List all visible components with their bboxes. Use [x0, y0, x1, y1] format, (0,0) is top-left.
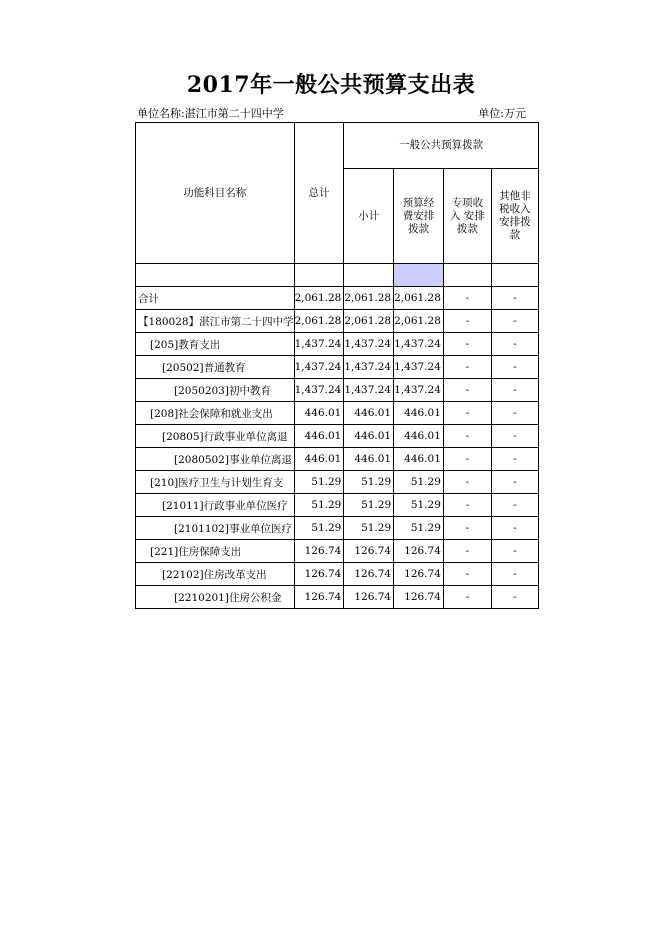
row-other-cell[interactable]: - — [491, 517, 538, 540]
row-budget-cell[interactable]: 51.29 — [394, 517, 444, 540]
blank-cell[interactable] — [136, 264, 295, 287]
row-subtotal-cell[interactable]: 126.74 — [344, 540, 394, 563]
table-row — [136, 310, 539, 333]
row-other-cell[interactable]: - — [491, 586, 538, 609]
row-subtotal-cell[interactable]: 1,437.24 — [344, 379, 394, 402]
row-name-cell[interactable]: [2080502]事业单位离退 — [136, 448, 295, 471]
budget-table — [135, 122, 539, 609]
header-special: 专项收入 安排拨款 — [443, 169, 491, 264]
row-total-cell[interactable]: 126.74 — [294, 540, 344, 563]
row-total-cell[interactable]: 51.29 — [294, 494, 344, 517]
row-subtotal-cell[interactable]: 1,437.24 — [344, 333, 394, 356]
row-name-cell[interactable]: 【180028】湛江市第二十四中学 — [136, 310, 295, 333]
row-budget-cell[interactable]: 126.74 — [394, 540, 444, 563]
row-special-cell[interactable]: - — [443, 540, 491, 563]
row-total-cell[interactable]: 51.29 — [294, 517, 344, 540]
row-name-cell[interactable]: [205]教育支出 — [136, 333, 295, 356]
row-budget-cell[interactable]: 126.74 — [394, 563, 444, 586]
row-special-cell[interactable]: - — [443, 494, 491, 517]
row-name-cell[interactable]: [2101102]事业单位医疗 — [136, 517, 295, 540]
row-budget-cell[interactable]: 1,437.24 — [394, 333, 444, 356]
page-title: 2017年一般公共预算支出表 — [186, 72, 476, 98]
row-budget-cell[interactable]: 1,437.24 — [394, 356, 444, 379]
row-special-cell[interactable]: - — [443, 563, 491, 586]
row-total-cell[interactable]: 1,437.24 — [294, 333, 344, 356]
blank-cell[interactable] — [344, 264, 394, 287]
row-other-cell[interactable]: - — [491, 494, 538, 517]
header-name: 功能科目名称 — [136, 123, 295, 264]
row-budget-cell[interactable]: 2,061.28 — [394, 310, 444, 333]
row-total-cell[interactable]: 2,061.28 — [294, 310, 344, 333]
row-other-cell[interactable]: - — [491, 402, 538, 425]
table-row — [136, 333, 539, 356]
row-other-cell[interactable]: - — [491, 471, 538, 494]
row-name-cell[interactable]: [208]社会保障和就业支出 — [136, 402, 295, 425]
row-subtotal-cell[interactable]: 446.01 — [344, 425, 394, 448]
row-other-cell[interactable]: - — [491, 448, 538, 471]
unit-measure: 单位:万元 — [478, 107, 526, 120]
row-name-cell[interactable]: [2050203]初中教育 — [136, 379, 295, 402]
row-other-cell[interactable]: - — [491, 540, 538, 563]
row-budget-cell[interactable]: 51.29 — [394, 494, 444, 517]
row-special-cell[interactable]: - — [443, 379, 491, 402]
row-budget-cell[interactable]: 1,437.24 — [394, 379, 444, 402]
row-budget-cell[interactable]: 446.01 — [394, 402, 444, 425]
row-other-cell[interactable]: - — [491, 310, 538, 333]
row-total-cell[interactable]: 2,061.28 — [294, 287, 344, 310]
row-total-cell[interactable]: 446.01 — [294, 425, 344, 448]
row-name-cell[interactable]: [20805]行政事业单位离退 — [136, 425, 295, 448]
row-other-cell[interactable]: - — [491, 287, 538, 310]
row-name-cell[interactable]: 合计 — [136, 287, 295, 310]
blank-cell[interactable] — [294, 264, 344, 287]
table-row — [136, 540, 539, 563]
row-subtotal-cell[interactable]: 2,061.28 — [344, 287, 394, 310]
row-other-cell[interactable]: - — [491, 425, 538, 448]
table-row — [136, 425, 539, 448]
row-subtotal-cell[interactable]: 446.01 — [344, 402, 394, 425]
row-total-cell[interactable]: 446.01 — [294, 448, 344, 471]
table-row — [136, 563, 539, 586]
blank-cell[interactable] — [443, 264, 491, 287]
header-other: 其他非税收入安排拨款 — [491, 169, 538, 264]
row-name-cell[interactable]: [210]医疗卫生与计划生育支 — [136, 471, 295, 494]
row-other-cell[interactable]: - — [491, 356, 538, 379]
row-special-cell[interactable]: - — [443, 517, 491, 540]
row-subtotal-cell[interactable]: 51.29 — [344, 494, 394, 517]
table-row — [136, 379, 539, 402]
row-special-cell[interactable]: - — [443, 448, 491, 471]
row-budget-cell[interactable]: 446.01 — [394, 448, 444, 471]
row-subtotal-cell[interactable]: 2,061.28 — [344, 310, 394, 333]
row-special-cell[interactable]: - — [443, 586, 491, 609]
table-row — [136, 586, 539, 609]
header-total: 总计 — [294, 123, 344, 264]
header-group: 一般公共预算拨款 — [344, 123, 539, 169]
row-name-cell[interactable]: [221]住房保障支出 — [136, 540, 295, 563]
table-row — [136, 402, 539, 425]
row-name-cell[interactable]: [20502]普通教育 — [136, 356, 295, 379]
row-total-cell[interactable]: 1,437.24 — [294, 379, 344, 402]
table-row — [136, 448, 539, 471]
row-total-cell[interactable]: 126.74 — [294, 586, 344, 609]
blank-cell[interactable] — [491, 264, 538, 287]
row-other-cell[interactable]: - — [491, 333, 538, 356]
row-name-cell[interactable]: [21011]行政事业单位医疗 — [136, 494, 295, 517]
row-budget-cell[interactable]: 446.01 — [394, 425, 444, 448]
blank-row — [136, 264, 539, 287]
row-special-cell[interactable]: - — [443, 402, 491, 425]
row-subtotal-cell[interactable]: 51.29 — [344, 517, 394, 540]
row-subtotal-cell[interactable]: 126.74 — [344, 586, 394, 609]
row-special-cell[interactable]: - — [443, 310, 491, 333]
table-row — [136, 471, 539, 494]
table-row — [136, 494, 539, 517]
row-subtotal-cell[interactable]: 126.74 — [344, 563, 394, 586]
row-total-cell[interactable]: 51.29 — [294, 471, 344, 494]
row-subtotal-cell[interactable]: 51.29 — [344, 471, 394, 494]
row-special-cell[interactable]: - — [443, 471, 491, 494]
row-subtotal-cell[interactable]: 1,437.24 — [344, 356, 394, 379]
row-total-cell[interactable]: 1,437.24 — [294, 356, 344, 379]
row-name-cell[interactable]: [2210201]住房公积金 — [136, 586, 295, 609]
table-row — [136, 517, 539, 540]
row-total-cell[interactable]: 126.74 — [294, 563, 344, 586]
header-budget-fee: 预算经费安排拨款 — [394, 169, 444, 264]
unit-name: 单位名称:湛江市第二十四中学 — [137, 107, 284, 120]
row-subtotal-cell[interactable]: 446.01 — [344, 448, 394, 471]
row-name-cell[interactable]: [22102]住房改革支出 — [136, 563, 295, 586]
row-special-cell[interactable]: - — [443, 425, 491, 448]
row-budget-cell[interactable]: 2,061.28 — [394, 287, 444, 310]
row-other-cell[interactable]: - — [491, 379, 538, 402]
row-other-cell[interactable]: - — [491, 563, 538, 586]
row-special-cell[interactable]: - — [443, 356, 491, 379]
row-special-cell[interactable]: - — [443, 333, 491, 356]
selected-cell[interactable] — [394, 264, 444, 287]
row-total-cell[interactable]: 446.01 — [294, 402, 344, 425]
row-budget-cell[interactable]: 51.29 — [394, 471, 444, 494]
header-subtotal: 小计 — [344, 169, 394, 264]
table-row — [136, 356, 539, 379]
table-row — [136, 287, 539, 310]
row-special-cell[interactable]: - — [443, 287, 491, 310]
row-budget-cell[interactable]: 126.74 — [394, 586, 444, 609]
